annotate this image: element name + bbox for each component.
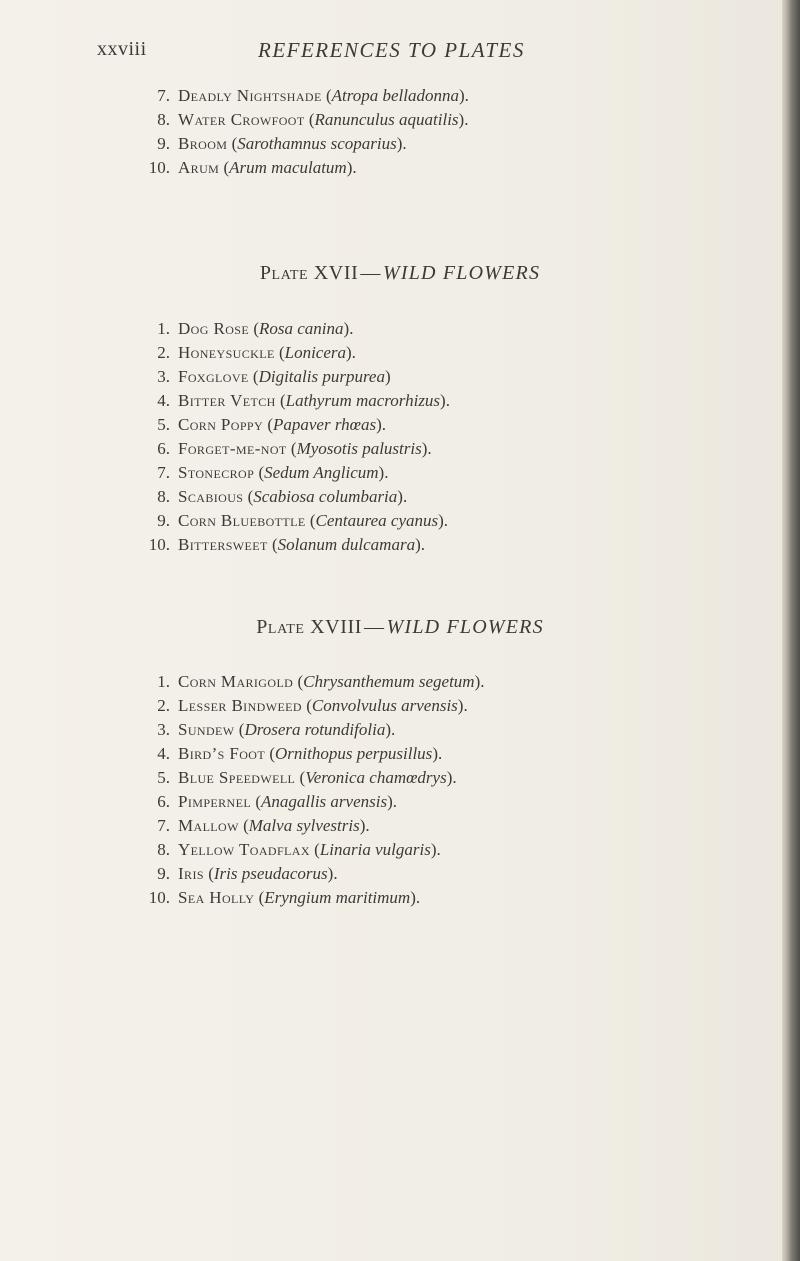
list-item: 5. Corn Poppy (Papaver rhœas).	[157, 415, 387, 434]
list-item: 5. Blue Speedwell (Veronica chamœdrys).	[157, 768, 457, 787]
list-item: 2. Lesser Bindweed (Convolvulus arvensis).	[157, 696, 468, 715]
list-item: 1. Dog Rose (Rosa canina).	[157, 319, 354, 338]
plate-heading-xvii: Plate XVII — WILD FLOWERS	[259, 262, 541, 284]
list-item: 6. Pimpernel (Anagallis arvensis).	[157, 792, 397, 811]
list-item: 6. Forget-me-not (Myosotis palustris).	[157, 439, 432, 458]
list-item: 3. Foxglove (Digitalis purpurea)	[157, 367, 391, 386]
list-item: 9. Broom (Sarothamnus scoparius).	[157, 134, 407, 153]
list-item: 7. Stonecrop (Sedum Anglicum).	[157, 463, 389, 482]
page-header	[97, 38, 617, 68]
running-title: REFERENCES TO PLATES	[258, 38, 525, 62]
continued-list	[140, 84, 660, 180]
list-item: 4. Bird’s Foot (Ornithopus perpusillus).	[157, 744, 443, 763]
page-number: xxviii	[97, 38, 147, 60]
plate-xvii-list	[140, 317, 660, 557]
plate-heading-xviii: Plate XVIII — WILD FLOWERS	[256, 616, 544, 638]
list-item: 7. Mallow (Malva sylvestris).	[157, 816, 370, 835]
list-item: 8. Scabious (Scabiosa columbaria).	[157, 487, 408, 506]
list-item: 2. Honeysuckle (Lonicera).	[157, 343, 356, 362]
list-item: 10. Sea Holly (Eryngium maritimum).	[148, 888, 421, 907]
list-item: 1. Corn Marigold (Chrysanthemum segetum).	[157, 672, 485, 691]
plate-xviii-list	[140, 670, 660, 910]
list-item: 9. Corn Bluebottle (Centaurea cyanus).	[157, 511, 449, 530]
list-item: 8. Water Crowfoot (Ranunculus aquatilis).	[157, 110, 469, 129]
list-item: 3. Sundew (Drosera rotundifolia).	[157, 720, 396, 739]
list-item: 10. Bittersweet (Solanum dulcamara).	[148, 535, 425, 554]
list-item: 7. Deadly Nightshade (Atropa belladonna).	[157, 86, 469, 105]
list-item: 9. Iris (Iris pseudacorus).	[157, 864, 338, 883]
list-item: 4. Bitter Vetch (Lathyrum macrorhizus).	[157, 391, 450, 410]
list-item: 8. Yellow Toadflax (Linaria vulgaris).	[157, 840, 441, 859]
list-item: 10. Arum (Arum maculatum).	[148, 158, 357, 177]
